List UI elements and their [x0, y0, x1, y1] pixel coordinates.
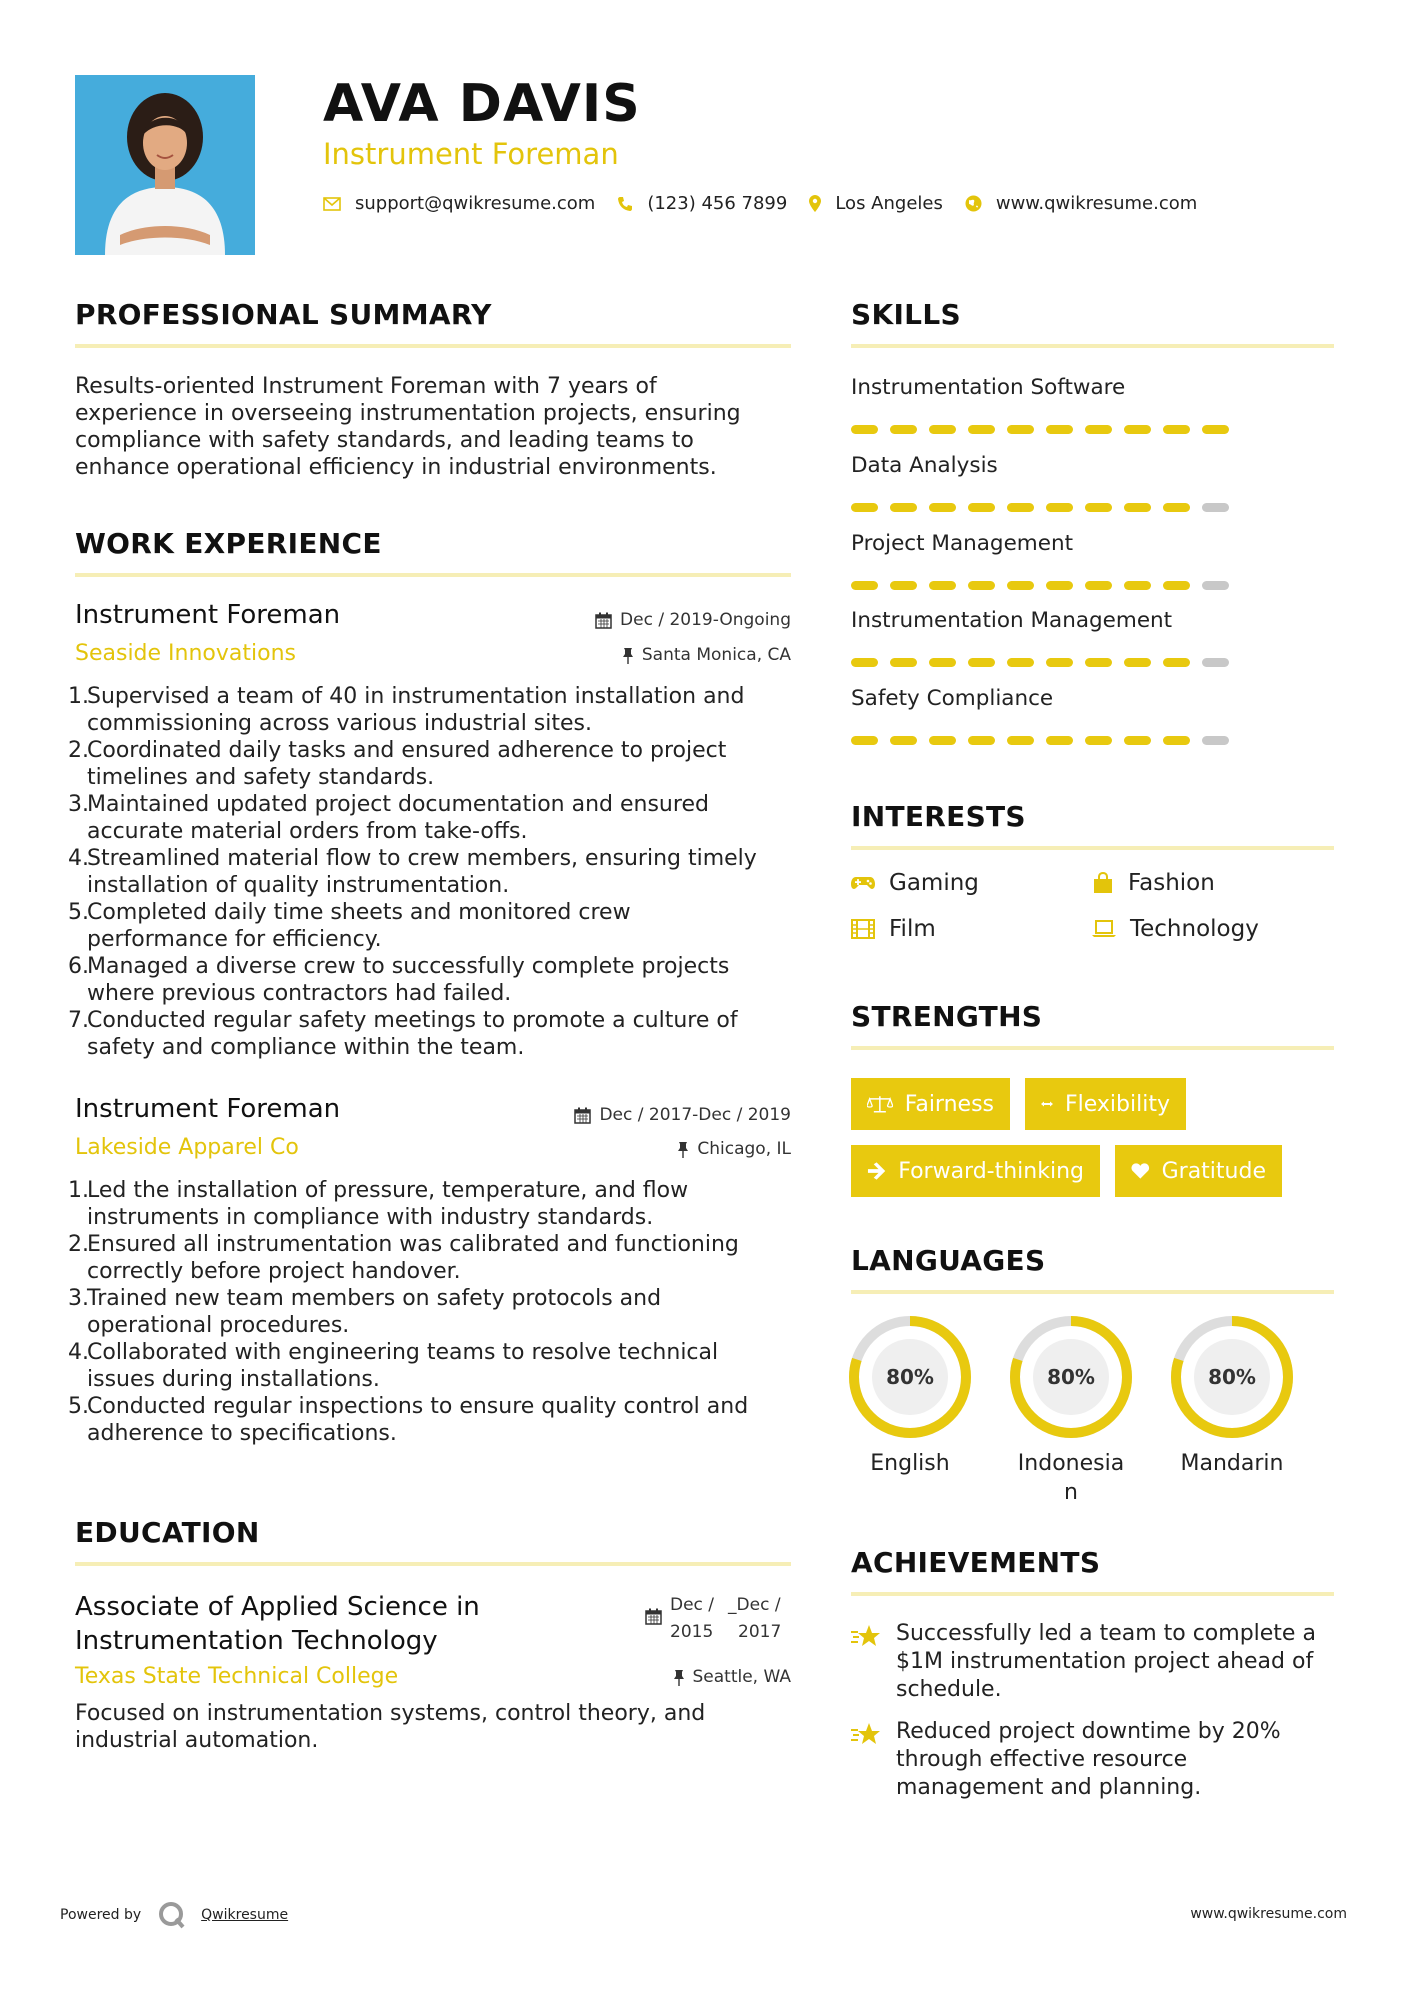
skill-dash: [890, 503, 917, 512]
education-date: [645, 1592, 781, 1646]
candidate-title: Instrument Foreman: [323, 137, 619, 171]
balance-scale-icon: [867, 1093, 893, 1115]
language-percent: 80%: [1047, 1365, 1095, 1389]
contact-bar: [323, 193, 1219, 214]
list-item: 2. Ensured all instrumentation was calibrated and functioning correctly before project handover.: [68, 1232, 739, 1284]
skill-dash: [1046, 425, 1073, 434]
skill-rating-bar: [851, 736, 1231, 745]
language-item: [840, 1315, 980, 1478]
skill-dash: [1202, 425, 1229, 434]
summary-line: experience in overseeing instrumentation projects, ensuring: [75, 401, 741, 426]
pushpin-icon: [673, 1669, 685, 1686]
summary-heading: PROFESSIONAL SUMMARY: [75, 298, 492, 331]
strength-tag: [851, 1145, 1100, 1197]
contact-phone[interactable]: [617, 193, 787, 214]
language-ring: [848, 1315, 972, 1439]
skill-dash: [1163, 581, 1190, 590]
education-location: [673, 1667, 792, 1687]
achievement-line: through effective resource: [896, 1747, 1188, 1772]
languages-heading: LANGUAGES: [851, 1244, 1046, 1277]
job-duties-list: [68, 683, 798, 1061]
language-item: [1001, 1315, 1141, 1507]
film-icon: [851, 919, 875, 939]
skill-dash: [1046, 581, 1073, 590]
achievement-item: [896, 1718, 1336, 1802]
skill-dash: [1124, 736, 1151, 745]
skill-name: Instrumentation Management: [851, 608, 1173, 633]
phone-icon: [617, 196, 633, 212]
skill-dash: [968, 658, 995, 667]
list-item: 7. Conducted regular safety meetings to promote a culture of safety and compliance within the team.: [68, 1008, 738, 1060]
skill-dash: [1085, 736, 1112, 745]
skill-dash: [1124, 658, 1151, 667]
footer-url[interactable]: www.qwikresume.com: [1190, 1906, 1347, 1922]
skill-dash: [1007, 503, 1034, 512]
skill-dash: [1163, 503, 1190, 512]
skill-dash: [1085, 503, 1112, 512]
skill-dash: [1202, 658, 1229, 667]
skill-dash: [929, 581, 956, 590]
interests-divider: [851, 846, 1334, 850]
calendar-icon: [574, 1107, 591, 1124]
interest-label: Technology: [1130, 916, 1259, 942]
skill-rating-bar: [851, 658, 1231, 667]
skill-name: Data Analysis: [851, 453, 998, 478]
job-title: Instrument Foreman: [75, 600, 341, 630]
calendar-icon: [645, 1608, 662, 1625]
globe-icon: [965, 195, 982, 212]
powered-by-text: Powered by: [60, 1907, 142, 1923]
language-name: Mandarin: [1180, 1451, 1284, 1476]
skill-name: Safety Compliance: [851, 686, 1054, 711]
skill-dash: [1046, 658, 1073, 667]
job-location-text: Santa Monica, CA: [641, 645, 791, 665]
skill-dash: [1202, 503, 1229, 512]
achievement-item: [896, 1620, 1336, 1704]
job-location: [622, 645, 791, 665]
achievement-line: management and planning.: [896, 1775, 1202, 1800]
contact-location: [809, 193, 943, 214]
achievement-line: Successfully led a team to complete a: [896, 1621, 1316, 1646]
interest-label: Film: [889, 916, 936, 942]
list-item: 2. Coordinated daily tasks and ensured adherence to project timelines and safety standards.: [68, 738, 727, 790]
list-item: 5. Conducted regular inspections to ensure quality control and adherence to specifications.: [68, 1394, 749, 1446]
degree-line: Associate of Applied Science in: [75, 1592, 480, 1622]
degree-title: [75, 1590, 480, 1658]
envelope-icon: [323, 197, 341, 211]
skill-dash: [968, 425, 995, 434]
edu-start-month: Dec /: [670, 1595, 715, 1615]
list-item: 4. Streamlined material flow to crew members, ensuring timely installation of quality instrumentation.: [68, 846, 757, 898]
skill-dash: [1124, 581, 1151, 590]
strengths-heading: STRENGTHS: [851, 1000, 1043, 1033]
skill-dash: [1007, 736, 1034, 745]
arrow-right-icon: [867, 1161, 886, 1181]
skill-dash: [968, 581, 995, 590]
skill-dash: [1202, 736, 1229, 745]
edu-start-year: 2015: [670, 1622, 714, 1642]
contact-email[interactable]: [323, 193, 595, 214]
pushpin-icon: [622, 647, 634, 664]
arrows-horizontal-icon: [1041, 1098, 1053, 1110]
skill-dash: [968, 503, 995, 512]
skill-dash: [1124, 425, 1151, 434]
skill-dash: [1163, 658, 1190, 667]
skill-dash: [968, 736, 995, 745]
skill-dash: [851, 658, 878, 667]
job-date-text: Dec / 2017-Dec / 2019: [599, 1105, 791, 1125]
list-item: 3. Trained new team members on safety protocols and operational procedures.: [68, 1286, 662, 1338]
skill-dash: [1085, 425, 1112, 434]
interest-item: [851, 916, 936, 942]
summary-line: enhance operational efficiency in industrial environments.: [75, 455, 717, 480]
company-name: Seaside Innovations: [75, 641, 296, 666]
skill-dash: [1007, 581, 1034, 590]
education-location-text: Seattle, WA: [692, 1667, 791, 1687]
strength-tag: [1115, 1145, 1282, 1197]
list-item: 4. Collaborated with engineering teams to resolve technical issues during installations.: [68, 1340, 719, 1392]
degree-line: Instrumentation Technology: [75, 1626, 438, 1656]
job-date-text: Dec / 2019-Ongoing: [620, 610, 791, 630]
school-name: Texas State Technical College: [75, 1664, 399, 1689]
achievement-line: $1M instrumentation project ahead of: [896, 1649, 1314, 1674]
skill-rating-bar: [851, 503, 1231, 512]
job-duties-list: [68, 1177, 798, 1447]
education-heading: EDUCATION: [75, 1516, 260, 1549]
skill-dash: [890, 658, 917, 667]
heart-icon: [1131, 1161, 1150, 1181]
skill-dash: [890, 425, 917, 434]
skills-divider: [851, 344, 1334, 348]
skill-dash: [1007, 658, 1034, 667]
gamepad-icon: [851, 875, 875, 891]
brand-link[interactable]: Qwikresume: [201, 1907, 289, 1923]
achievement-line: Reduced project downtime by 20%: [896, 1719, 1281, 1744]
language-name: Indonesia n: [1017, 1451, 1125, 1505]
interest-item: [851, 870, 979, 896]
skill-dash: [851, 736, 878, 745]
skill-name: Instrumentation Software: [851, 375, 1126, 400]
strength-label: Flexibility: [1065, 1091, 1170, 1117]
strengths-divider: [851, 1046, 1334, 1050]
phone-text: (123) 456 7899: [647, 193, 788, 214]
education-desc-line: Focused on instrumentation systems, control theory, and: [75, 1701, 706, 1726]
map-pin-icon: [809, 195, 821, 212]
language-ring: [1009, 1315, 1133, 1439]
profile-photo: [75, 75, 255, 255]
interests-heading: INTERESTS: [851, 800, 1026, 833]
list-item: 6. Managed a diverse crew to successfully complete projects where previous contractors had failed.: [68, 954, 730, 1006]
skill-dash: [1007, 425, 1034, 434]
education-divider: [75, 1562, 791, 1566]
experience-heading: WORK EXPERIENCE: [75, 527, 382, 560]
list-item: 1. Led the installation of pressure, temperature, and flow instruments in compliance with industry standards.: [68, 1178, 689, 1230]
list-item: 3. Maintained updated project documentation and ensured accurate material orders from take-offs.: [68, 792, 709, 844]
shopping-bag-icon: [1092, 872, 1114, 894]
strength-tag: [1025, 1078, 1186, 1130]
skill-rating-bar: [851, 425, 1231, 434]
achievements-divider: [851, 1592, 1334, 1596]
skill-dash: [929, 503, 956, 512]
skill-dash: [929, 425, 956, 434]
edu-end-year: 2017: [738, 1622, 782, 1642]
strength-label: Forward-thinking: [898, 1158, 1084, 1184]
education-description: [75, 1700, 791, 1754]
skill-dash: [1202, 581, 1229, 590]
summary-line: Results-oriented Instrument Foreman with 7 years of: [75, 374, 657, 399]
skills-heading: SKILLS: [851, 298, 961, 331]
pushpin-icon: [677, 1141, 689, 1158]
list-item: 1. Supervised a team of 40 in instrumentation installation and commissioning across various industrial sites.: [68, 684, 745, 736]
skill-dash: [1163, 425, 1190, 434]
skill-dash: [1163, 736, 1190, 745]
qwikresume-logo-icon: [157, 1900, 187, 1930]
candidate-name: AVA DAVIS: [323, 74, 641, 134]
strength-label: Gratitude: [1161, 1158, 1266, 1184]
achievements-heading: ACHIEVEMENTS: [851, 1546, 1101, 1579]
interest-label: Gaming: [889, 870, 979, 896]
language-name: English: [870, 1451, 950, 1476]
location-text: Los Angeles: [835, 193, 943, 214]
languages-divider: [851, 1290, 1334, 1294]
skill-dash: [1085, 658, 1112, 667]
laptop-icon: [1092, 920, 1116, 938]
skill-dash: [851, 581, 878, 590]
skill-dash: [1046, 503, 1073, 512]
job-date: [595, 610, 791, 630]
summary-line: compliance with safety standards, and leading teams to: [75, 428, 694, 453]
footer-powered-by: [60, 1900, 288, 1930]
interest-item: [1092, 870, 1215, 896]
interest-item: [1092, 916, 1259, 942]
skill-dash: [851, 503, 878, 512]
language-item: [1162, 1315, 1302, 1478]
skill-dash: [1046, 736, 1073, 745]
company-name: Lakeside Apparel Co: [75, 1135, 299, 1160]
edu-end-month: _Dec /: [728, 1595, 781, 1615]
skill-dash: [890, 581, 917, 590]
experience-divider: [75, 573, 791, 577]
contact-website[interactable]: [965, 193, 1197, 214]
summary-text: [75, 373, 791, 481]
skill-dash: [890, 736, 917, 745]
skill-name: Project Management: [851, 531, 1074, 556]
achievement-line: schedule.: [896, 1677, 1002, 1702]
skill-dash: [1085, 581, 1112, 590]
skill-dash: [929, 736, 956, 745]
job-date: [574, 1105, 791, 1125]
language-ring: [1170, 1315, 1294, 1439]
summary-divider: [75, 344, 791, 348]
star-icon: [851, 1624, 881, 1650]
language-percent: 80%: [886, 1365, 934, 1389]
list-item: 5. Completed daily time sheets and monitored crew performance for efficiency.: [68, 900, 631, 952]
calendar-icon: [595, 612, 612, 629]
skill-dash: [929, 658, 956, 667]
strength-label: Fairness: [904, 1091, 994, 1117]
email-text: support@qwikresume.com: [355, 193, 596, 214]
strength-tag: [851, 1078, 1010, 1130]
education-desc-line: industrial automation.: [75, 1728, 319, 1753]
job-title: Instrument Foreman: [75, 1094, 341, 1124]
interest-label: Fashion: [1128, 870, 1215, 896]
star-icon: [851, 1722, 881, 1748]
job-location: [677, 1139, 791, 1159]
skill-dash: [1124, 503, 1151, 512]
skill-rating-bar: [851, 581, 1231, 590]
job-location-text: Chicago, IL: [697, 1139, 791, 1159]
portrait-illustration: [75, 75, 255, 255]
website-text: www.qwikresume.com: [995, 193, 1198, 214]
skill-dash: [851, 425, 878, 434]
language-percent: 80%: [1208, 1365, 1256, 1389]
